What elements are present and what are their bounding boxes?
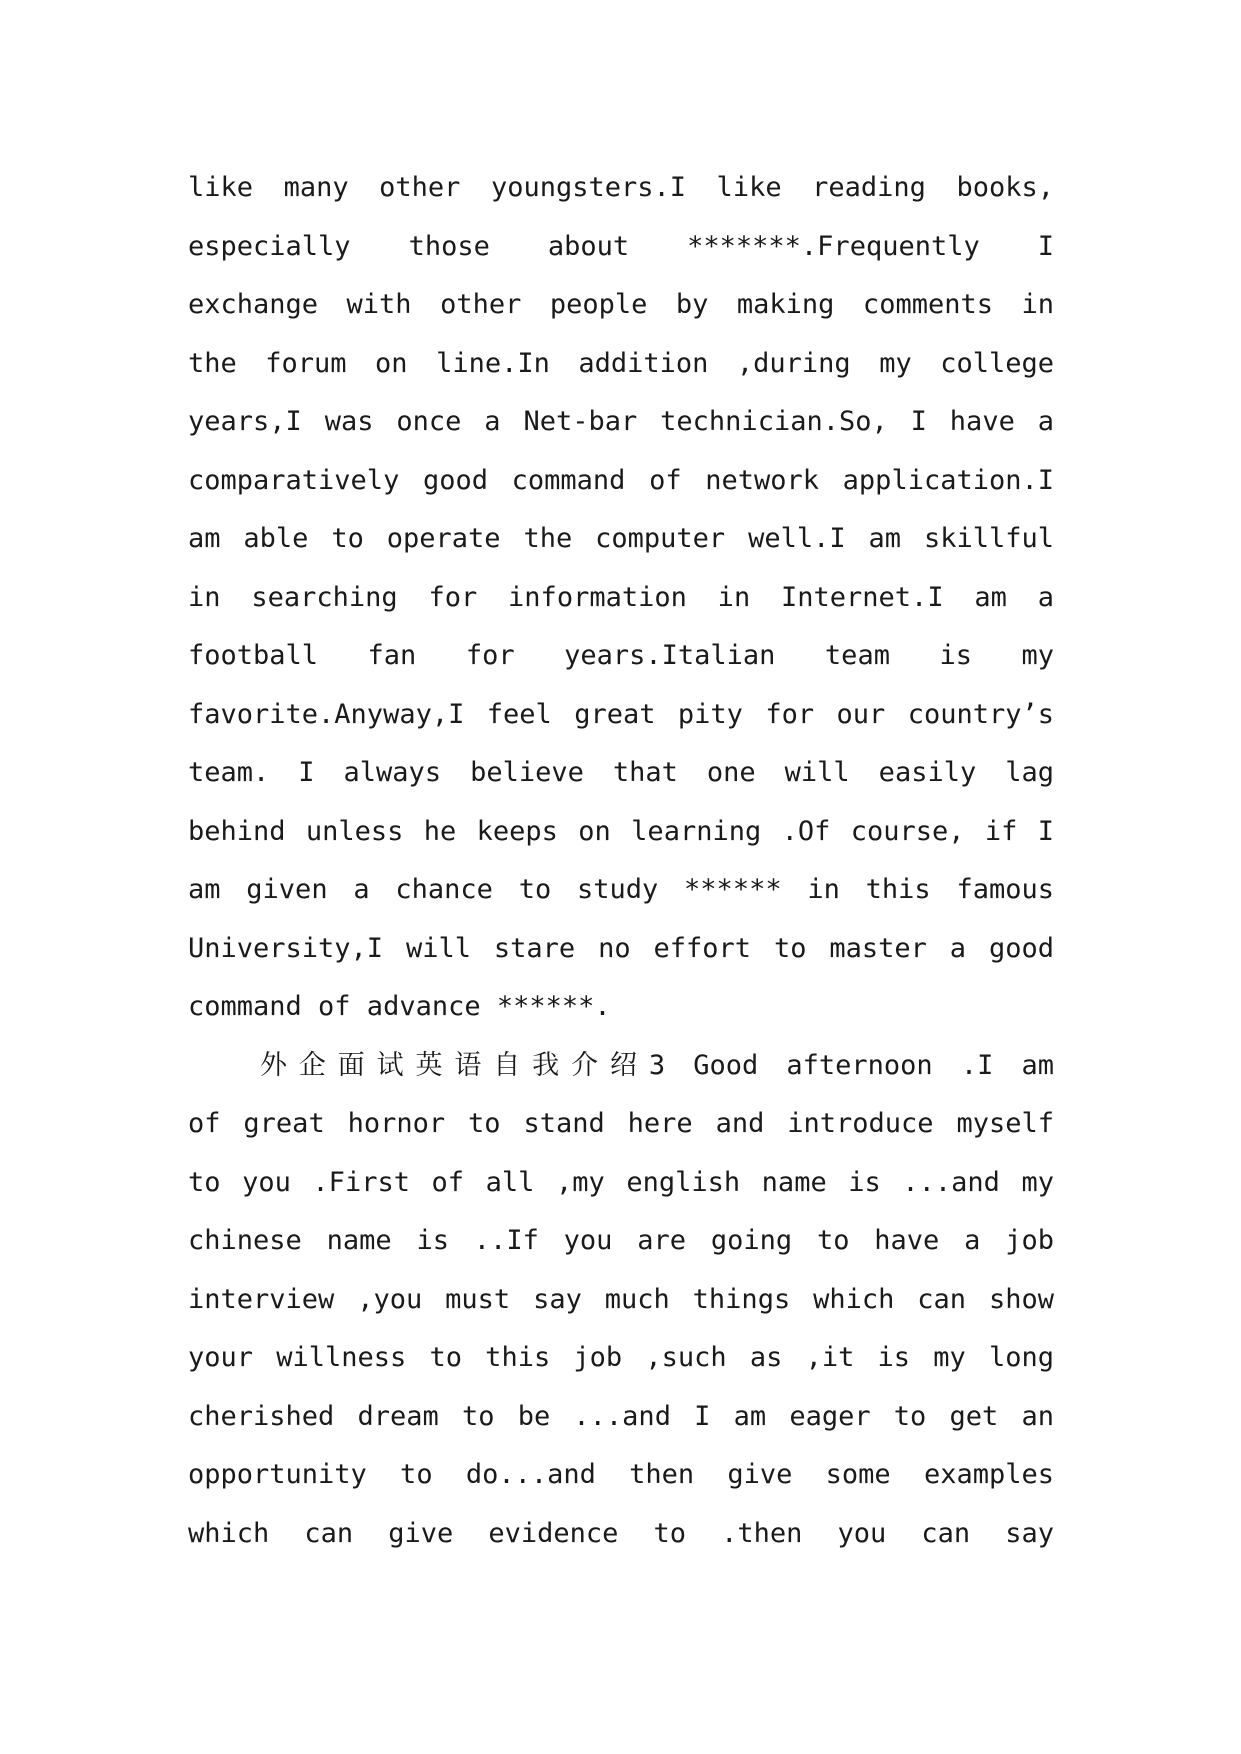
text-line: years,I was once a Net-bar technician.So, I have a	[188, 406, 1054, 437]
text-line: in searching for information in Internet.I am a	[188, 581, 1054, 613]
text-line: to you .First of all ,my english name is ...and my	[188, 1166, 1054, 1198]
text-line: am able to operate the computer well.I am skillful	[188, 523, 1054, 554]
text-line: of great hornor to stand here and introduce myself	[188, 1108, 1054, 1139]
text-line: cherished dream to be ...and I am eager to get an	[188, 1400, 1054, 1432]
text-line: which can give evidence to .then you can say	[188, 1517, 1054, 1549]
text-line: favorite.Anyway,I feel great pity for our country’s	[188, 698, 1054, 730]
section-heading-line: 外企面试英语自我介绍3 Good afternoon .I am	[260, 1049, 1054, 1081]
text-line: football fan for years.Italian team is my	[188, 640, 1054, 671]
text-line: interview ,you must say much things which can show	[188, 1283, 1054, 1315]
text-line: like many other youngsters.I like reading books,	[188, 172, 1054, 203]
body-text	[188, 159, 1054, 1563]
text-line: comparatively good command of network application.I	[188, 464, 1054, 496]
text-line: the forum on line.In addition ,during my college	[188, 347, 1054, 379]
text-line: University,I will stare no effort to master a good	[188, 932, 1054, 964]
text-line: your willness to this job ,such as ,it is my long	[188, 1342, 1054, 1373]
text-line: exchange with other people by making comments in	[188, 289, 1054, 320]
text-line: command of advance ******.	[188, 991, 611, 1022]
text-line: am given a chance to study ****** in this famous	[188, 874, 1054, 905]
text-line: opportunity to do...and then give some examples	[188, 1459, 1054, 1490]
text-line: especially those about *******.Frequently I	[188, 230, 1054, 262]
text-line: behind unless he keeps on learning .Of course, if I	[188, 815, 1054, 847]
text-line: team. I always believe that one will easily lag	[188, 757, 1054, 788]
text-line: chinese name is ..If you are going to have a job	[188, 1225, 1054, 1256]
